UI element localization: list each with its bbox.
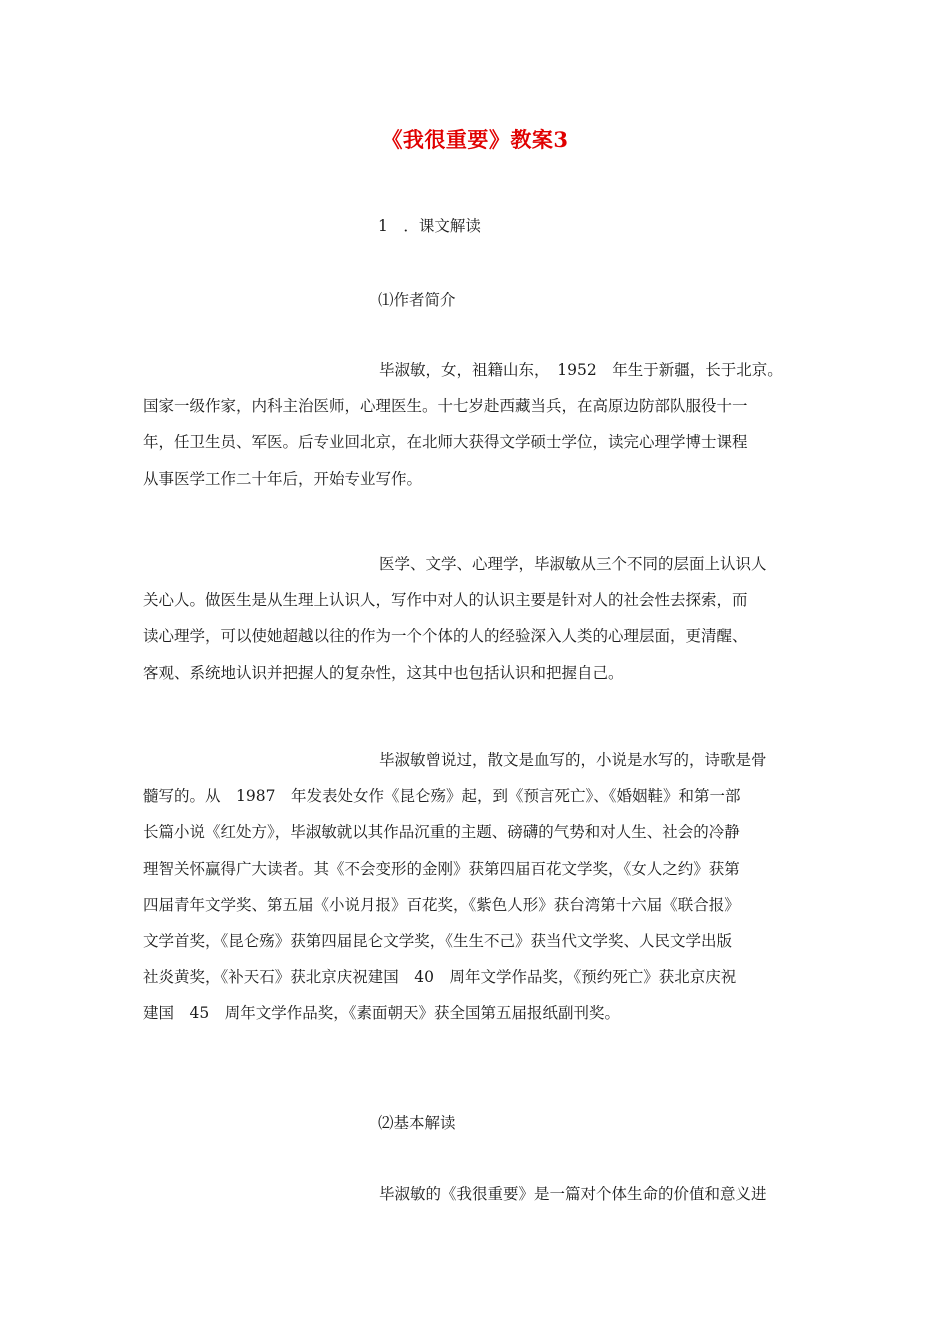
text-line: 长篇小说《红处方》，毕淑敏就以其作品沉重的主题、磅礴的气势和对人生、社会的冷静 — [143, 823, 740, 842]
paragraph-author-bio — [143, 352, 813, 497]
paragraph-interpretation — [143, 1176, 813, 1212]
text-line: 毕淑敏，女，祖籍山东， 1952 年生于新疆，长于北京。 — [379, 361, 783, 379]
text-line: 文学首奖，《昆仑殇》获第四届昆仑文学奖，《生生不己》获当代文学奖、人民文学出版 — [143, 931, 733, 950]
paragraph-works-awards — [143, 742, 813, 1032]
text-line: 毕淑敏曾说过，散文是血写的，小说是水写的，诗歌是骨 — [379, 751, 767, 769]
text-line: 关心人。做医生是从生理上认识人，写作中对人的认识主要是针对人的社会性去探索，而 — [143, 591, 748, 610]
text-line: 国家一级作家，内科主治医师，心理医生。十七岁赴西藏当兵，在高原边防部队服役十一 — [143, 397, 748, 416]
text-line: 毕淑敏的《我很重要》是一篇对个体生命的价值和意义进 — [379, 1185, 767, 1203]
subsection-heading-author: ⑴作者简介 — [378, 291, 456, 309]
section-heading: 1 ．课文解读 — [378, 217, 481, 235]
text-line: 髓写的。从 1987 年发表处女作《昆仑殇》起，到《预言死亡》、《婚姻鞋》和第一部 — [143, 787, 741, 806]
text-line: 社炎黄奖，《补天石》获北京庆祝建国 40 周年文学作品奖，《预约死亡》获北京庆祝 — [143, 968, 737, 987]
text-line: 从事医学工作二十年后，开始专业写作。 — [143, 469, 423, 488]
text-line: 客观、系统地认识并把握人的复杂性，这其中也包括认识和把握自己。 — [143, 663, 624, 682]
text-line: 年，任卫生员、军医。后专业回北京，在北师大获得文学硕士学位，读完心理学博士课程 — [143, 433, 748, 452]
document-title: 《我很重要》教案3 — [381, 127, 569, 152]
text-line: 理智关怀赢得广大读者。其《不会变形的金刚》获第四届百花文学奖，《女人之约》获第 — [143, 859, 740, 878]
subsection-heading-interpretation: ⑵基本解读 — [378, 1114, 456, 1132]
text-line: 建国 45 周年文学作品奖，《素面朝天》获全国第五届报纸副刊奖。 — [143, 1004, 620, 1023]
text-line: 读心理学，可以使她超越以往的作为一个个体的人的经验深入人类的心理层面，更清醒、 — [143, 627, 748, 646]
text-line: 四届青年文学奖、第五届《小说月报》百花奖，《紫色人形》获台湾第十六届《联合报》 — [143, 895, 740, 914]
paragraph-perspectives — [143, 546, 813, 691]
text-line: 医学、文学、心理学，毕淑敏从三个不同的层面上认识人 — [379, 555, 767, 573]
